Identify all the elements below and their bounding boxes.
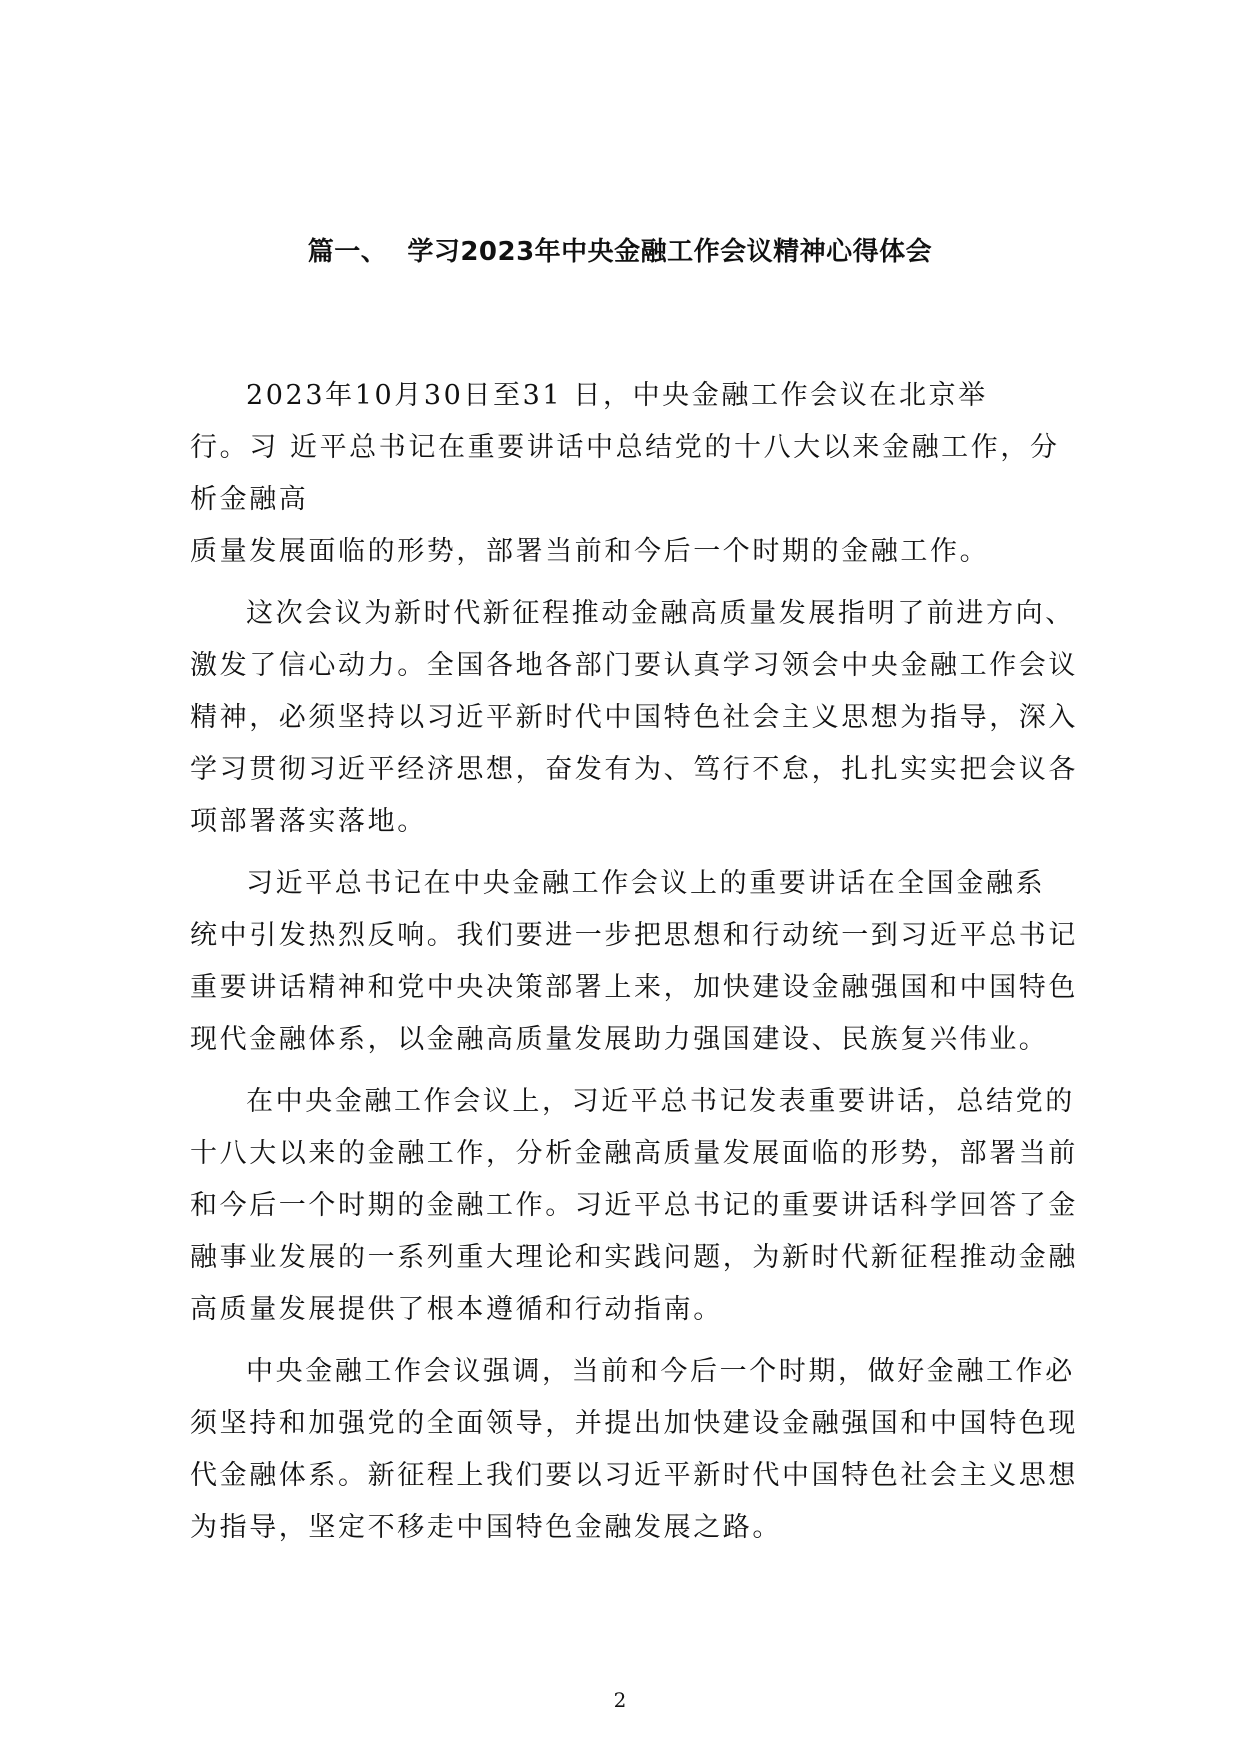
paragraph-line: 十八大以来的金融工作，分析金融高质量发展面临的形势，部署当前 [190, 1138, 1078, 1169]
paragraph-line: 融事业发展的一系列重大理论和实践问题，为新时代新征程推动金融 [190, 1242, 1078, 1273]
paragraph-line: 学习贯彻习近平经济思想，奋发有为、笃行不怠，扎扎实实把会议各 [190, 754, 1078, 785]
paragraph-line: 2023年10月30日至31 日，中央金融工作会议在北京举 [246, 380, 988, 411]
paragraph-line: 析金融高 [190, 484, 309, 515]
paragraph-line: 行。习 近平总书记在重要讲话中总结党的十八大以来金融工作，分 [190, 432, 1060, 463]
paragraph-line: 须坚持和加强党的全面领导，并提出加快建设金融强国和中国特色现 [190, 1408, 1078, 1439]
paragraph-5 [190, 1346, 1078, 1554]
paragraph-spacer [190, 1336, 1050, 1346]
paragraph-line: 中央金融工作会议强调，当前和今后一个时期，做好金融工作必 [246, 1356, 1075, 1387]
paragraph-spacer [190, 848, 1050, 858]
paragraph-line: 激发了信心动力。全国各地各部门要认真学习领会中央金融工作会议 [190, 650, 1078, 681]
paragraph-line: 质量发展面临的形势，部署当前和今后一个时期的金融工作。 [190, 536, 990, 567]
paragraph-spacer [190, 578, 1050, 588]
paragraph-line: 为指导，坚定不移走中国特色金融发展之路。 [190, 1512, 782, 1543]
paragraph-line: 精神，必须坚持以习近平新时代中国特色社会主义思想为指导，深入 [190, 702, 1078, 733]
title-prefix: 篇一、 [307, 237, 388, 267]
paragraph-line: 高质量发展提供了根本遵循和行动指南。 [190, 1294, 723, 1325]
paragraph-line: 这次会议为新时代新征程推动金融高质量发展指明了前进方向、 [246, 598, 1075, 629]
paragraph-line: 习近平总书记在中央金融工作会议上的重要讲话在全国金融系 [246, 868, 1046, 899]
paragraph-1 [190, 370, 1060, 578]
paragraph-line: 和今后一个时期的金融工作。习近平总书记的重要讲话科学回答了金 [190, 1190, 1078, 1221]
paragraph-line: 重要讲话精神和党中央决策部署上来，加快建设金融强国和中国特色 [190, 972, 1078, 1003]
title-main: 学习2023年中央金融工作会议精神心得体会 [407, 237, 933, 267]
paragraph-line: 统中引发热烈反响。我们要进一步把思想和行动统一到习近平总书记 [190, 920, 1078, 951]
paragraph-4 [190, 1076, 1078, 1336]
paragraph-line: 在中央金融工作会议上，习近平总书记发表重要讲话，总结党的 [246, 1086, 1075, 1117]
page-number: 2 [613, 1688, 627, 1712]
paragraph-line: 项部署落实落地。 [190, 806, 427, 837]
paragraph-spacer [190, 1066, 1050, 1076]
paragraph-line: 现代金融体系，以金融高质量发展助力强国建设、民族复兴伟业。 [190, 1024, 1049, 1055]
paragraph-line: 代金融体系。新征程上我们要以习近平新时代中国特色社会主义思想 [190, 1460, 1078, 1491]
paragraph-2 [190, 588, 1078, 848]
paragraph-3 [190, 858, 1078, 1066]
document-body [190, 370, 1078, 1554]
document-title [0, 232, 1240, 272]
